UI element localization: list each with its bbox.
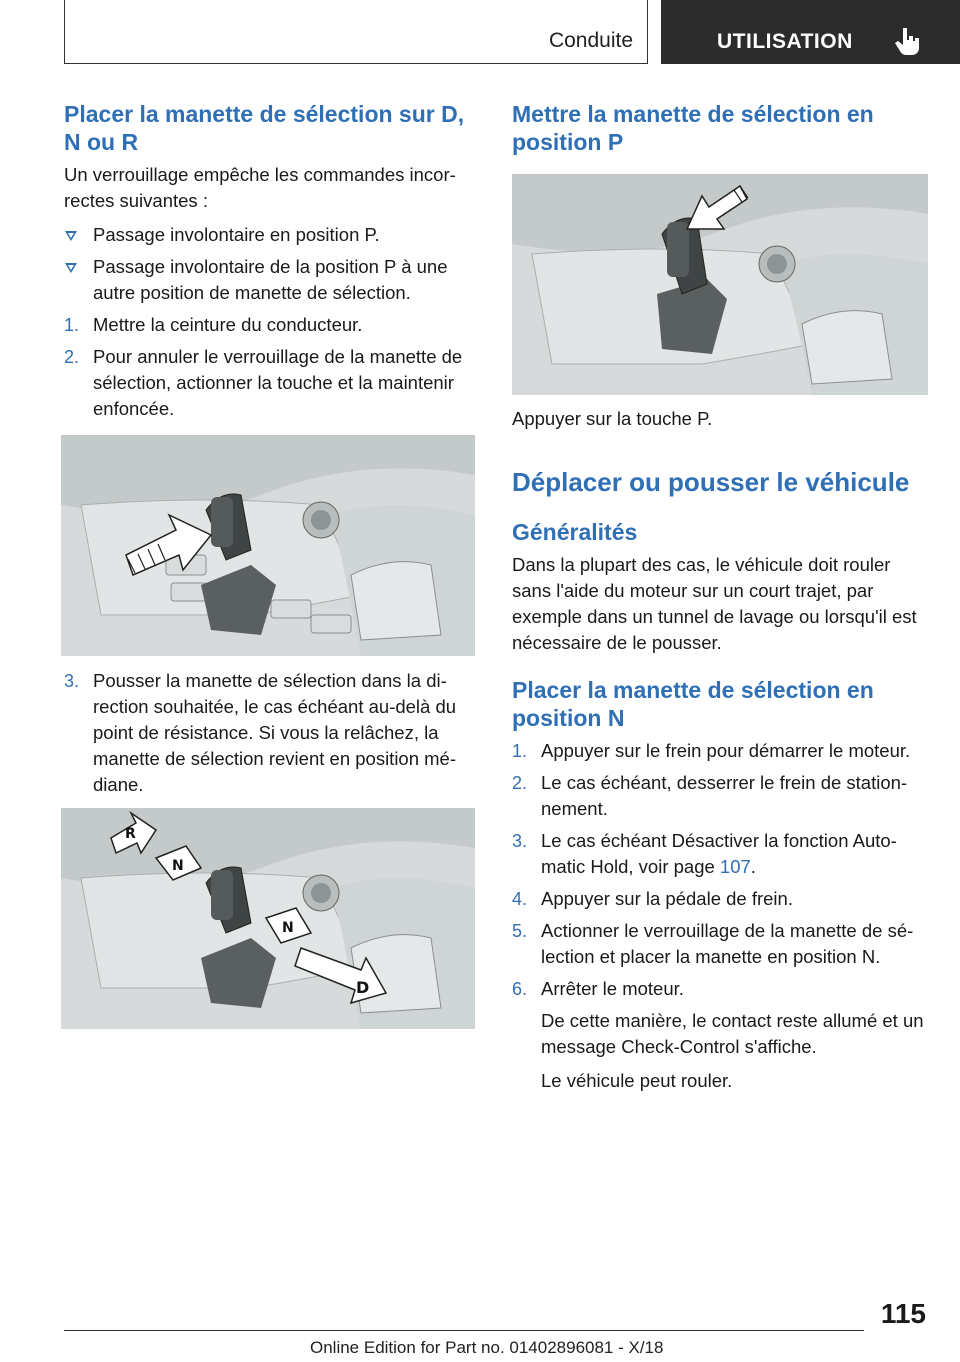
list-item (512, 770, 930, 822)
step-number: 3. (512, 831, 528, 851)
right-column (512, 100, 930, 162)
section-heading-position-n: Placer la manette de sélection en position N (512, 677, 874, 731)
left-column (64, 100, 476, 428)
list-item-text: Passage involontaire de la position P à une autre position de manette de sélection. (93, 256, 448, 303)
step-text: Mettre la ceinture du conducteur. (93, 314, 363, 335)
page-link[interactable]: 107 (719, 856, 751, 877)
section-heading-dnr: Placer la manette de sélection sur D, N ou R (64, 101, 465, 155)
gear-label-d: D (356, 978, 370, 997)
chapter-heading-move-vehicle: Déplacer ou pousser le véhicule (512, 467, 910, 497)
list-item (512, 976, 930, 1002)
header-chapter-title: UTILISATION (717, 30, 853, 53)
step-number: 3. (64, 671, 80, 691)
list-item (64, 668, 476, 798)
step-number: 2. (64, 347, 80, 367)
step-list (64, 312, 476, 422)
footer-divider (64, 1330, 864, 1331)
gear-label-r: R (125, 826, 136, 842)
header-section-box (64, 0, 648, 64)
generalites-paragraph: Dans la plupart des cas, le véhicule doit rouler sans l'aide du moteur sur un court trajet, par exemple dans un tunnel de lavage ou lorsqu'il est nécessaire de le pousser. (512, 554, 917, 653)
section-heading-position-p: Mettre la manette de sélection en position P (512, 101, 874, 155)
gear-selector-figure-3 (512, 174, 928, 395)
step-text-end: . (750, 856, 756, 877)
list-item (512, 738, 930, 764)
gear-selector-figure-2 (61, 808, 475, 1029)
list-item (512, 828, 930, 880)
left-column-step3 (64, 668, 476, 804)
step-number: 4. (512, 889, 528, 909)
gear-selector-figure-1 (61, 435, 475, 656)
list-item (64, 312, 476, 338)
step-list (512, 738, 930, 1002)
sub-paragraph-ignition: De cette manière, le contact reste allumé et un message Check-Control s'affiche. (541, 1010, 924, 1057)
step-text: Le cas échéant, desserrer le frein de station-nement. (541, 772, 908, 819)
section-heading-generalites: Généralités (512, 519, 638, 545)
header-chapter-box (661, 0, 960, 64)
step-number: 6. (512, 979, 528, 999)
gear-label-n: N (172, 858, 184, 874)
step-text: Pour annuler le verrouillage de la manette de sélection, actionner la touche et la maintenir enfoncée. (93, 346, 463, 419)
list-item (512, 886, 930, 912)
gear-label-n: N (282, 920, 294, 936)
list-item (512, 918, 930, 970)
triangle-bullet-icon (65, 231, 77, 241)
step-number: 1. (64, 315, 80, 335)
bullet-list (64, 222, 476, 306)
sub-paragraph-vehicle-rolls: Le véhicule peut rouler. (541, 1070, 733, 1091)
step-number: 1. (512, 741, 528, 761)
step-text: Appuyer sur la pédale de frein. (541, 888, 793, 909)
footer-edition: Online Edition for Part no. 01402896081 - X/18 (310, 1338, 664, 1357)
list-item-text: Passage involontaire en position P. (93, 224, 380, 245)
list-item (64, 222, 476, 248)
step-number: 2. (512, 773, 528, 793)
step-text: Appuyer sur le frein pour démarrer le moteur. (541, 740, 911, 761)
intro-paragraph: Un verrouillage empêche les commandes incor-rectes suivantes : (64, 164, 456, 211)
header-section-title: Conduite (548, 29, 633, 52)
page-number: 115 (880, 1298, 926, 1329)
right-column-body (512, 406, 930, 1102)
step-text: Arrêter le moteur. (541, 978, 684, 999)
hand-pointer-icon (895, 26, 921, 56)
step-text: Actionner le verrouillage de la manette de sé-lection et placer la manette en position N. (541, 920, 914, 967)
list-item (64, 344, 476, 422)
step-text: Le cas échéant Désactiver la fonction Auto-matic Hold, voir page (541, 830, 897, 877)
step-text: Pousser la manette de sélection dans la di-rection souhaitée, le cas échéant au-delà du point de résistance. Si vous la relâchez, la manette de sélection revient en position mé-diane. (93, 670, 457, 795)
step-number: 5. (512, 921, 528, 941)
triangle-bullet-icon (65, 263, 77, 273)
list-item (64, 254, 476, 306)
caption-press-p: Appuyer sur la touche P. (512, 408, 713, 429)
step-list (64, 668, 476, 798)
